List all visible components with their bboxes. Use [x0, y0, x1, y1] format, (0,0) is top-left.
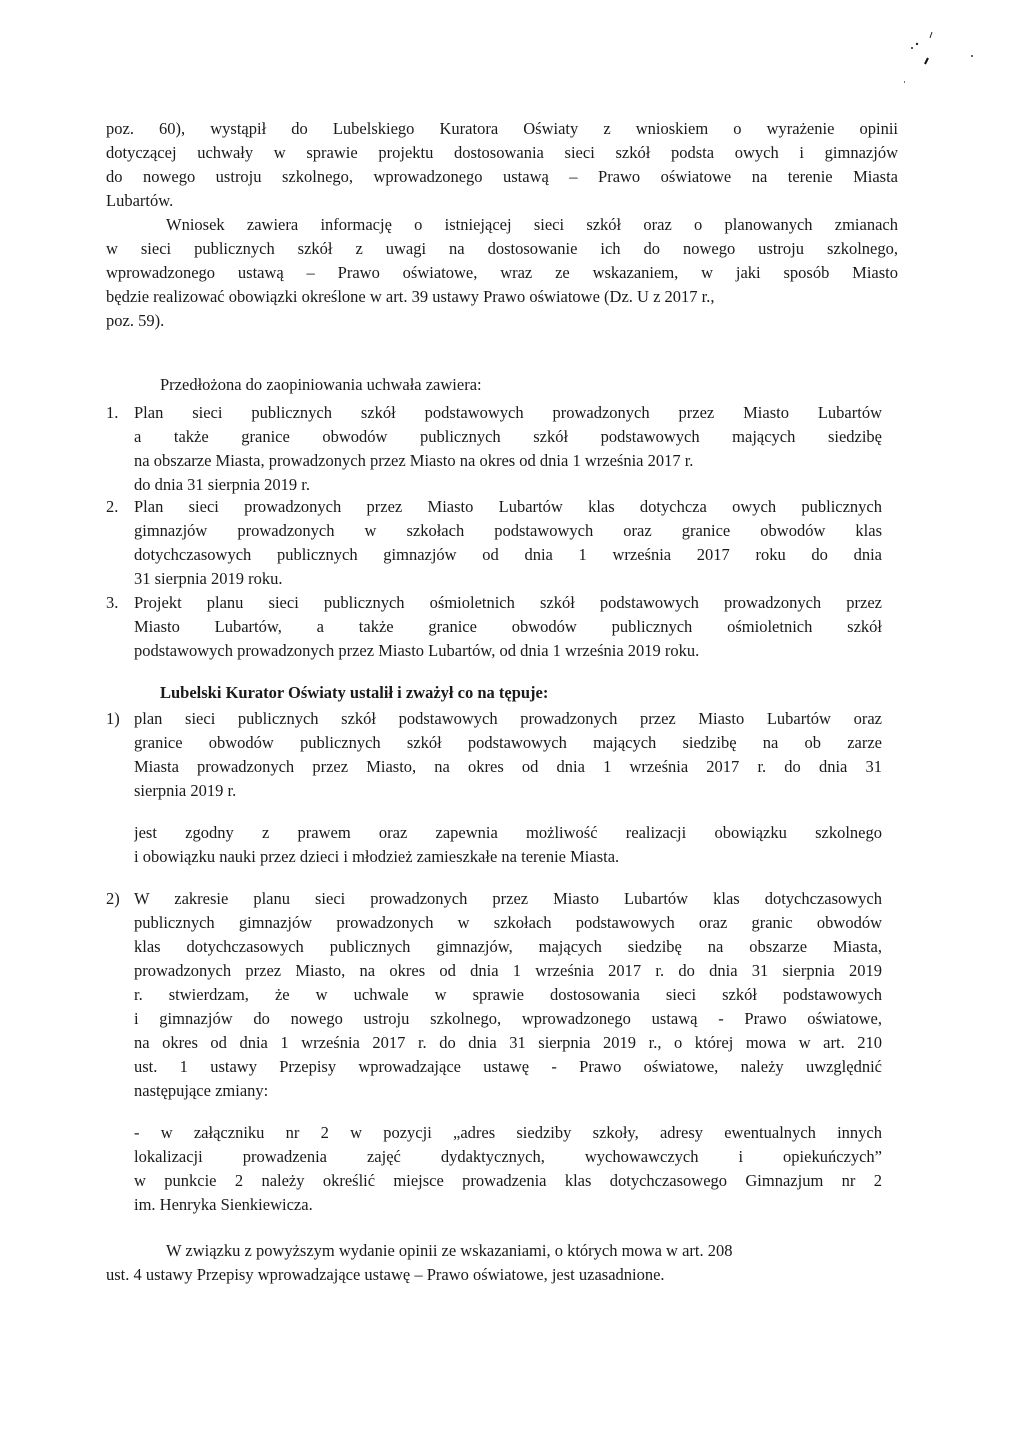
kurator-item-1-conclusion-1: jest zgodny z prawem oraz zapewnia możliwość realizacji obowiązku szkolnego [134, 823, 882, 842]
kurator-item-2-line-6: i gimnazjów do nowego ustroju szkolnego, wprowadzonego ustawą - Prawo oświatowe, [134, 1009, 882, 1028]
change-line-4: im. Henryka Sienkiewicza. [134, 1195, 313, 1214]
item-2-line-4: 31 sierpnia 2019 roku. [134, 569, 283, 588]
item-2-number: 2. [106, 497, 119, 516]
item-1-line-4: do dnia 31 sierpnia 2019 r. [134, 475, 310, 494]
kurator-item-1-number: 1) [106, 709, 120, 728]
item-3-number: 3. [106, 593, 119, 612]
kurator-item-2-line-9: następujące zmiany: [134, 1081, 269, 1100]
kurator-item-2-number: 2) [106, 889, 120, 908]
kurator-item-1-line-3: Miasta prowadzonych przez Miasto, na okres od dnia 1 września 2017 r. do dnia 31 [134, 757, 882, 776]
wniosek-line-1: Wniosek zawiera informację o istniejącej sieci szkół oraz o planowanych zmianach [166, 215, 898, 234]
kurator-item-1-conclusion-2: i obowiązku nauki przez dzieci i młodzież zamieszkałe na terenie Miasta. [134, 847, 620, 866]
przedlozona-title: Przedłożona do zaopiniowania uchwała zawiera: [160, 375, 482, 394]
kurator-item-2-line-7: na okres od dnia 1 września 2017 r. do dnia 31 sierpnia 2019 r., o której mowa w art. 210 [134, 1033, 882, 1052]
change-line-2: lokalizacji prowadzenia zajęć dydaktycznych, wychowawczych i opiekuńczych” [134, 1147, 882, 1166]
wniosek-line-4: będzie realizować obowiązki określone w art. 39 ustawy Prawo oświatowe (Dz. U z 2017 r., [106, 287, 715, 306]
kurator-item-1-line-4: sierpnia 2019 r. [134, 781, 237, 800]
item-3-line-2: Miasto Lubartów, a także granice obwodów publicznych ośmioletnich szkół [134, 617, 882, 636]
item-3-line-3: podstawowych prowadzonych przez Miasto Lubartów, od dnia 1 września 2019 roku. [134, 641, 700, 660]
intro-line-4: Lubartów. [106, 191, 174, 210]
kurator-item-2-line-8: ust. 1 ustawy Przepisy wprowadzające ustawę - Prawo oświatowe, należy uwzględnić [134, 1057, 882, 1076]
kurator-item-1-line-1: plan sieci publicznych szkół podstawowych prowadzonych przez Miasto Lubartów oraz [134, 709, 882, 728]
closing-line-2: ust. 4 ustawy Przepisy wprowadzające ustawę – Prawo oświatowe, jest uzasadnione. [106, 1265, 665, 1284]
intro-line-1: poz. 60), wystąpił do Lubelskiego Kuratora Oświaty z wnioskiem o wyrażenie opinii [106, 119, 898, 138]
item-1-line-3: na obszarze Miasta, prowadzonych przez Miasto na okres od dnia 1 września 2017 r. [134, 451, 694, 470]
change-line-1: - w załączniku nr 2 w pozycji „adres siedziby szkoły, adresy ewentualnych innych [134, 1123, 882, 1142]
item-3-line-1: Projekt planu sieci publicznych ośmioletnich szkół podstawowych prowadzonych przez [134, 593, 882, 612]
item-2-line-1: Plan sieci prowadzonych przez Miasto Lubartów klas dotychcza owych publicznych [134, 497, 882, 516]
closing-line-1: W związku z powyższym wydanie opinii ze wskazaniami, o których mowa w art. 208 [166, 1241, 733, 1260]
intro-line-2: dotyczącej uchwały w sprawie projektu dostosowania sieci szkół podsta owych i gimnazjów [106, 143, 898, 162]
scan-specks [904, 28, 994, 88]
item-1-line-2: a także granice obwodów publicznych szkół podstawowych mających siedzibę [134, 427, 882, 446]
kurator-item-1-line-2: granice obwodów publicznych szkół podstawowych mających siedzibę na ob zarze [134, 733, 882, 752]
kurator-item-2-line-1: W zakresie planu sieci prowadzonych przez Miasto Lubartów klas dotychczasowych [134, 889, 882, 908]
kurator-item-2-line-3: klas dotychczasowych publicznych gimnazjów, mających siedzibę na obszarze Miasta, [134, 937, 882, 956]
kurator-item-2-line-2: publicznych gimnazjów prowadzonych w szkołach podstawowych oraz granic obwodów [134, 913, 882, 932]
wniosek-line-5: poz. 59). [106, 311, 165, 330]
item-2-line-2: gimnazjów prowadzonych w szkołach podstawowych oraz granice obwodów klas [134, 521, 882, 540]
wniosek-line-3: wprowadzonego ustawą – Prawo oświatowe, wraz ze wskazaniem, w jaki sposób Miasto [106, 263, 898, 282]
wniosek-line-2: w sieci publicznych szkół z uwagi na dostosowanie ich do nowego ustroju szkolnego, [106, 239, 898, 258]
item-1-number: 1. [106, 403, 119, 422]
item-1-line-1: Plan sieci publicznych szkół podstawowych prowadzonych przez Miasto Lubartów [134, 403, 882, 422]
kurator-item-2-line-4: prowadzonych przez Miasto, na okres od dnia 1 września 2017 r. do dnia 31 sierpnia 2019 [134, 961, 882, 980]
kurator-heading: Lubelski Kurator Oświaty ustalił i zważył co na tępuje: [160, 683, 549, 702]
intro-line-3: do nowego ustroju szkolnego, wprowadzonego ustawą – Prawo oświatowe na terenie Miasta [106, 167, 898, 186]
item-2-line-3: dotychczasowych publicznych gimnazjów od dnia 1 września 2017 roku do dnia [134, 545, 882, 564]
change-line-3: w punkcie 2 należy określić miejsce prowadzenia klas dotychczasowego Gimnazjum nr 2 [134, 1171, 882, 1190]
kurator-item-2-line-5: r. stwierdzam, że w uchwale w sprawie dostosowania sieci szkół podstawowych [134, 985, 882, 1004]
